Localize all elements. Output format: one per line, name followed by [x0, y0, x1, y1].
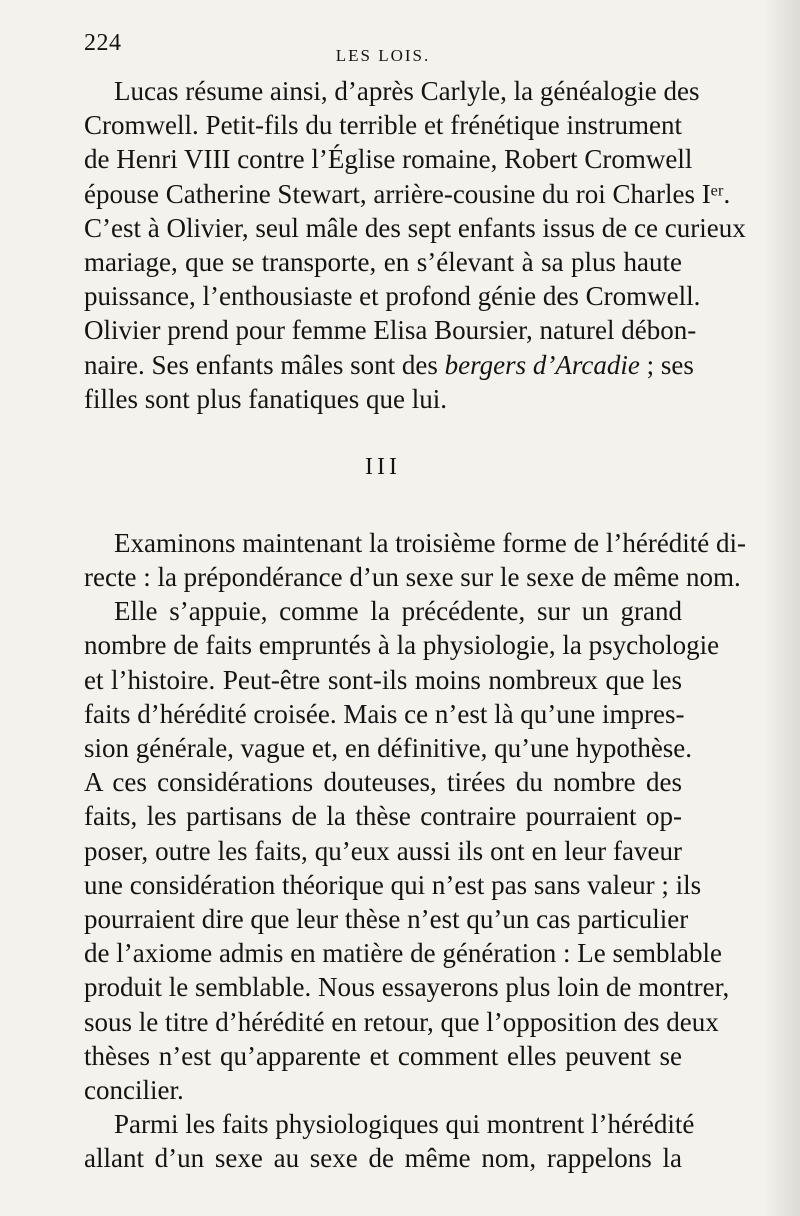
text-line: filles sont plus fanatiques que lui.: [84, 383, 447, 414]
text-line: de l’axiome admis en matière de génération : Le semblable: [84, 938, 722, 969]
text-line: A ces considérations douteuses, tirées du nombre des: [84, 767, 682, 798]
text-line: recte : la prépondérance d’un sexe sur le sexe de même nom.: [84, 562, 741, 593]
running-head: LES LOIS.: [335, 46, 431, 65]
text-line: sous le titre d’hérédité en retour, que l’opposition des deux: [84, 1006, 719, 1037]
text-line: une considération théorique qui n’est pas sans valeur ; ils: [84, 869, 702, 900]
text-line: sion générale, vague et, en définitive, qu’une hypothèse.: [84, 733, 693, 763]
text-line: Elle s’appuie, comme la précédente, sur un grand: [114, 596, 682, 627]
text-line: concilier.: [84, 1074, 184, 1105]
text-line: faits, les partisans de la thèse contraire pourraient op-: [84, 801, 682, 832]
text-line: nombre de faits empruntés à la physiologie, la psychologie: [84, 630, 720, 661]
section-heading: III: [365, 453, 401, 480]
paragraph-genealogy: [84, 74, 746, 416]
text-line: Lucas résume ainsi, d’après Carlyle, la généalogie des: [114, 76, 700, 106]
text-line: mariage, que se transporte, en s’élevant à sa plus haute: [84, 246, 682, 277]
paragraph-arguments: [84, 594, 730, 1107]
text-line: thèses n’est qu’apparente et comment elles peuvent se: [84, 1040, 682, 1071]
text-line: faits d’hérédité croisée. Mais ce n’est là qu’une impres-: [84, 698, 685, 729]
page-header: [84, 30, 682, 74]
page-edge-shadow: [764, 0, 800, 1216]
text-line: produit le semblable. Nous essayerons plus loin de montrer,: [84, 972, 730, 1003]
text-line: et l’histoire. Peut-être sont-ils moins nombreux que les: [84, 664, 682, 695]
text-line: Olivier prend pour femme Elisa Boursier, naturel débon-: [84, 315, 697, 346]
text-line: Parmi les faits physiologiques qui montrent l’hérédité: [114, 1109, 695, 1140]
text-line: de Henri VIII contre l’Église romaine, Robert Cromwell: [84, 144, 693, 175]
text-line: puissance, l’enthousiaste et profond génie des Cromwell.: [84, 281, 701, 312]
page-number: 224: [84, 30, 122, 56]
text-line: naire. Ses enfants mâles sont des bergers d’Arcadie ; ses: [84, 349, 694, 380]
book-page: [84, 30, 747, 1175]
text-line: C’est à Olivier, seul mâle des sept enfants issus de ce curieux: [84, 212, 746, 243]
paragraph-physiological-facts: [84, 1107, 695, 1175]
text-line: épouse Catherine Stewart, arrière-cousine du roi Charles Iᵉʳ.: [84, 178, 731, 209]
text-line: Cromwell. Petit-fils du terrible et frénétique instrument: [84, 110, 682, 141]
text-line: pourraient dire que leur thèse n’est qu’un cas particulier: [84, 903, 689, 934]
text-line: Examinons maintenant la troisième forme de l’hérédité di-: [114, 527, 747, 558]
paragraph-third-form: [84, 526, 747, 594]
text-line: poser, outre les faits, qu’eux aussi ils ont en leur faveur: [84, 835, 682, 866]
text-line: allant d’un sexe au sexe de même nom, rappelons la: [84, 1143, 682, 1174]
